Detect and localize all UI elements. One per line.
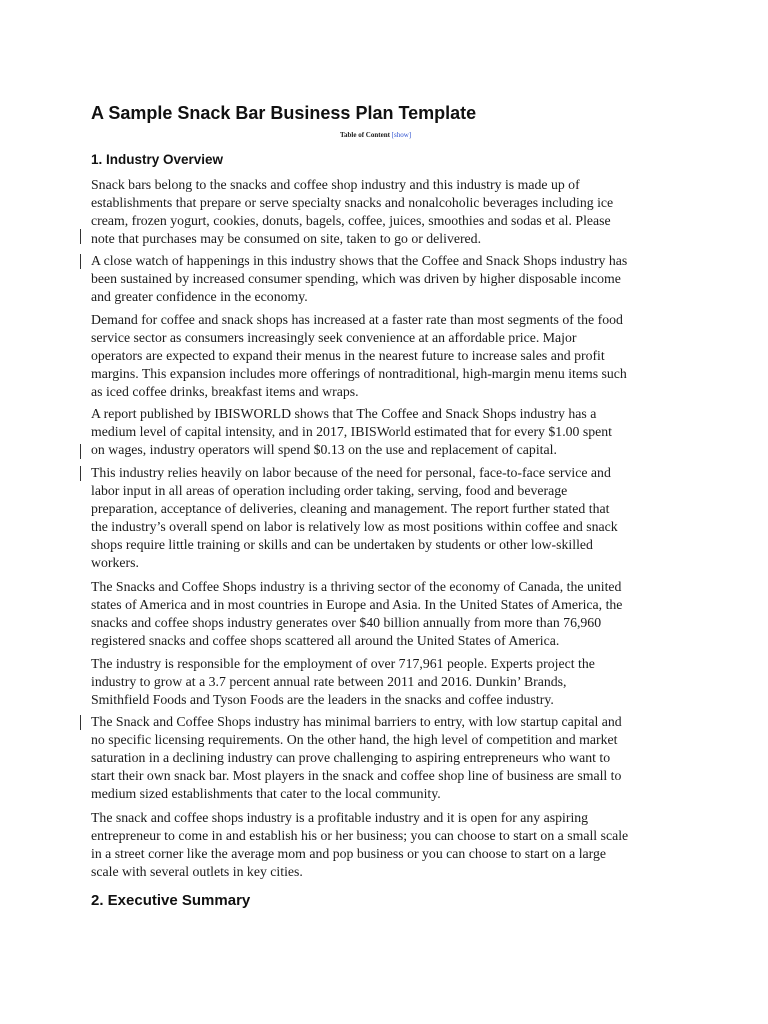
text-line: A report published by IBISWORLD shows that The Coffee and Snack Shops industry has a [91,406,597,421]
paragraph [91,578,691,650]
paragraph [91,405,691,459]
text-line: labor input in all areas of operation including order taking, serving, food and beverage [91,483,568,498]
text-line: the industry’s overall spend on labor is relatively low as most positions within coffee and snack [91,519,618,534]
paragraph [91,655,691,709]
text-line: registered snacks and coffee shops scattered all around the United States of America. [91,633,560,648]
text-line: shops require little training or skills and can be undertaken by students or other low-skilled [91,537,593,552]
text-line: Smithfield Foods and Tyson Foods are the leaders in the snacks and coffee industry. [91,692,554,707]
text-line: medium level of capital intensity, and in 2017, IBISWorld estimated that for every $1.00 spent [91,424,613,439]
change-bar [80,444,81,459]
table-of-contents [340,131,411,139]
text-line: cream, frozen yogurt, cookies, donuts, bagels, coffee, juices, smoothies and sodas et al. Please [91,213,611,228]
text-line: margins. This expansion includes more offerings of nontraditional, high-margin menu items such [91,366,627,381]
paragraph [91,176,691,248]
text-line: preparation, acceptance of deliveries, cleaning and management. The report further stated that [91,501,610,516]
paragraph [91,252,691,306]
text-line: snacks and coffee shops industry generates over $40 billion annually from more than 76,960 [91,615,602,630]
text-line: establishments that prepare or serve specialty snacks and nonalcoholic beverages including ice [91,195,614,210]
change-bar [80,715,81,730]
text-line: The Snack and Coffee Shops industry has minimal barriers to entry, with low startup capital and [91,714,622,729]
text-line: operators are expected to expand their menus in the nearest future to increase sales and profit [91,348,605,363]
paragraph [91,809,691,881]
text-line: scale with several outlets in key cities. [91,864,303,879]
change-bar [80,254,81,269]
text-line: start their own snack bar. Most players in the snack and coffee shop line of business are small to [91,768,622,783]
text-line: Snack bars belong to the snacks and coffee shop industry and this industry is made up of [91,177,580,192]
text-line: and greater confidence in the economy. [91,289,308,304]
paragraph [91,464,691,572]
text-line: note that purchases may be consumed on site, taken to go or delivered. [91,231,482,246]
text-line: The snack and coffee shops industry is a profitable industry and it is open for any aspiring [91,810,589,825]
text-line: The Snacks and Coffee Shops industry is a thriving sector of the economy of Canada, the united [91,579,622,594]
text-line: workers. [91,555,139,570]
document-title: A Sample Snack Bar Business Plan Template [91,103,477,123]
change-bar [80,466,81,481]
text-line: states of America and in most countries in Europe and Asia. In the United States of America, the [91,597,623,612]
text-line: A close watch of happenings in this industry shows that the Coffee and Snack Shops industry has [91,253,628,268]
section-heading-industry-overview: 1. Industry Overview [91,152,224,167]
text-line: entrepreneur to come in and establish his or her business; you can choose to start on a small scale [91,828,629,843]
text-line: industry to grow at a 3.7 percent annual rate between 2011 and 2016. Dunkin’ Brands, [91,674,567,689]
text-line: saturation in a declining industry can prove challenging to aspiring entrepreneurs who want to [91,750,611,765]
text-line: as iced coffee drinks, breakfast items and wraps. [91,384,359,399]
text-line: This industry relies heavily on labor because of the need for personal, face-to-face service and [91,465,611,480]
text-line: The industry is responsible for the employment of over 717,961 people. Experts project the [91,656,595,671]
text-line: been sustained by increased consumer spending, which was driven by higher disposable income [91,271,621,286]
toc-label: Table of Content [340,131,390,139]
paragraph [91,311,691,401]
text-line: in a street corner like the average mom and pop business or you can choose to start on a large [91,846,607,861]
section-heading-executive-summary: 2. Executive Summary [91,892,251,909]
toc-show-link[interactable]: [show] [391,131,412,139]
change-bar [80,229,81,244]
text-line: service sector as consumers increasingly seek convenience at an affordable price. Major [91,330,577,345]
text-line: Demand for coffee and snack shops has increased at a faster rate than most segments of the food [91,312,623,327]
text-line: no specific licensing requirements. On the other hand, the high level of competition and market [91,732,618,747]
text-line: on wages, industry operators will spend $0.13 on the use and replacement of capital. [91,442,557,457]
paragraph [91,713,691,803]
text-line: medium sized establishments that cater to the local community. [91,786,441,801]
